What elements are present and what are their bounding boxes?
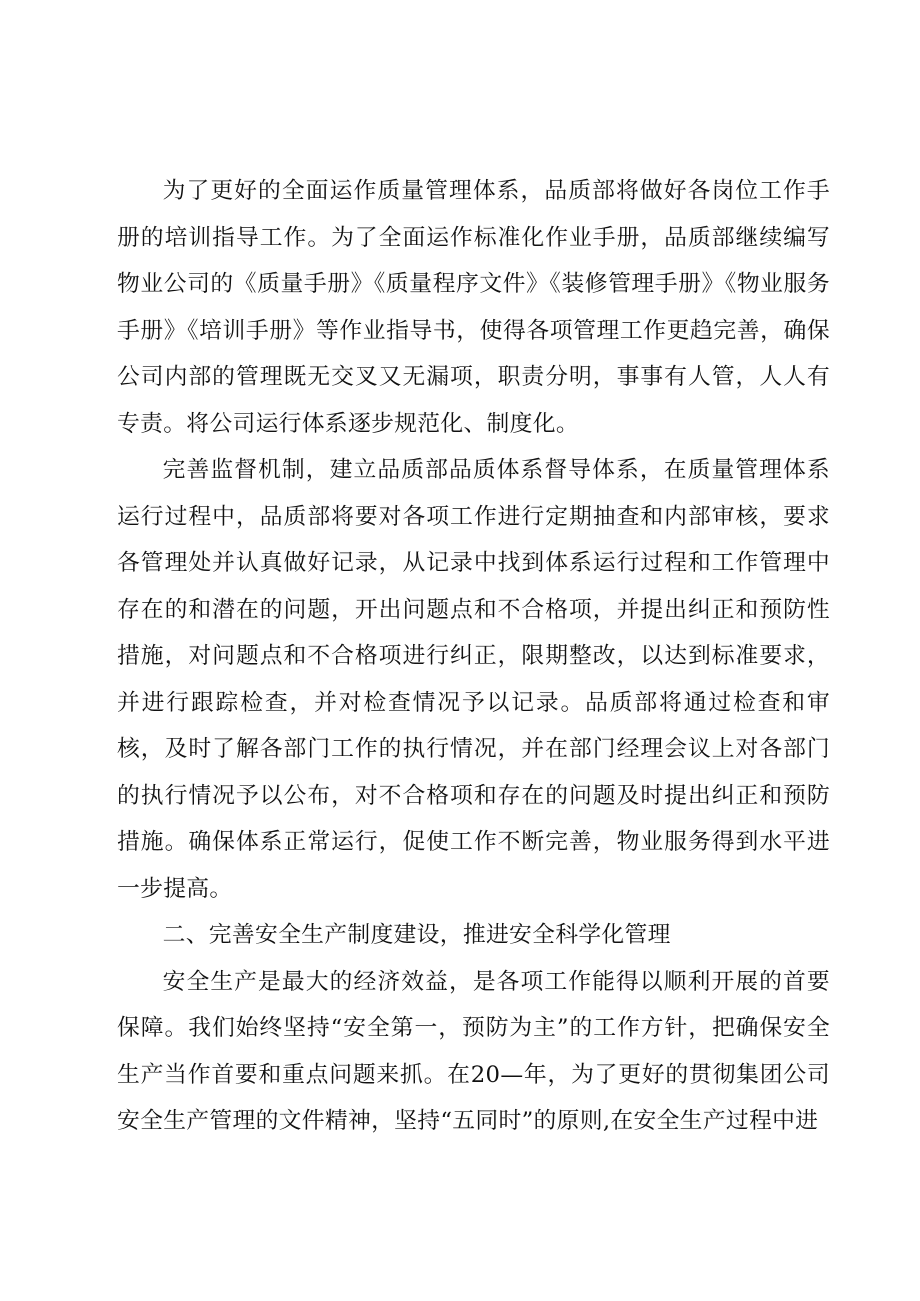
section-heading-safety: 二、完善安全生产制度建设，推进安全科学化管理 — [162, 922, 671, 948]
document-body — [117, 168, 830, 1145]
paragraph-safety-production: 安全生产是最大的经济效益，是各项工作能得以顺利开展的首要保障。我们始终坚持“安全第一，预防为主”的工作方针，把确保安全生产当作首要和重点问题来抓。在20—年，为了更好的贯彻集团公司安全生产管理的文件精神，坚持“五同时”的原则,在安全生产过程中进 — [117, 968, 830, 1134]
paragraph-supervision-mechanism: 完善监督机制，建立品质部品质体系督导体系，在质量管理体系运行过程中，品质部将要对各项工作进行定期抽查和内部审核，要求各管理处并认真做好记录，从记录中找到体系运行过程和工作管理中存在的和潜在的问题，开出问题点和不合格项，并提出纠正和预防性措施，对问题点和不合格项进行纠正，限期整改，以达到标准要求，并进行跟踪检查，并对检查情况予以记录。品质部将通过检查和审核，及时了解各部门工作的执行情况，并在部门经理会议上对各部门的执行情况予以公布，对不合格项和存在的问题及时提出纠正和预防措施。确保体系正常运行，促使工作不断完善，物业服务得到水平进一步提高。 — [117, 457, 830, 902]
paragraph-quality-manuals: 为了更好的全面运作质量管理体系，品质部将做好各岗位工作手册的培训指导工作。为了全面运作标准化作业手册，品质部继续编写物业公司的《质量手册》《质量程序文件》《装修管理手册》《物业服务手册》《培训手册》等作业指导书，使得各项管理工作更趋完善，确保公司内部的管理既无交叉又无漏项，职责分明，事事有人管，人人有专责。将公司运行体系逐步规范化、制度化。 — [117, 178, 830, 437]
